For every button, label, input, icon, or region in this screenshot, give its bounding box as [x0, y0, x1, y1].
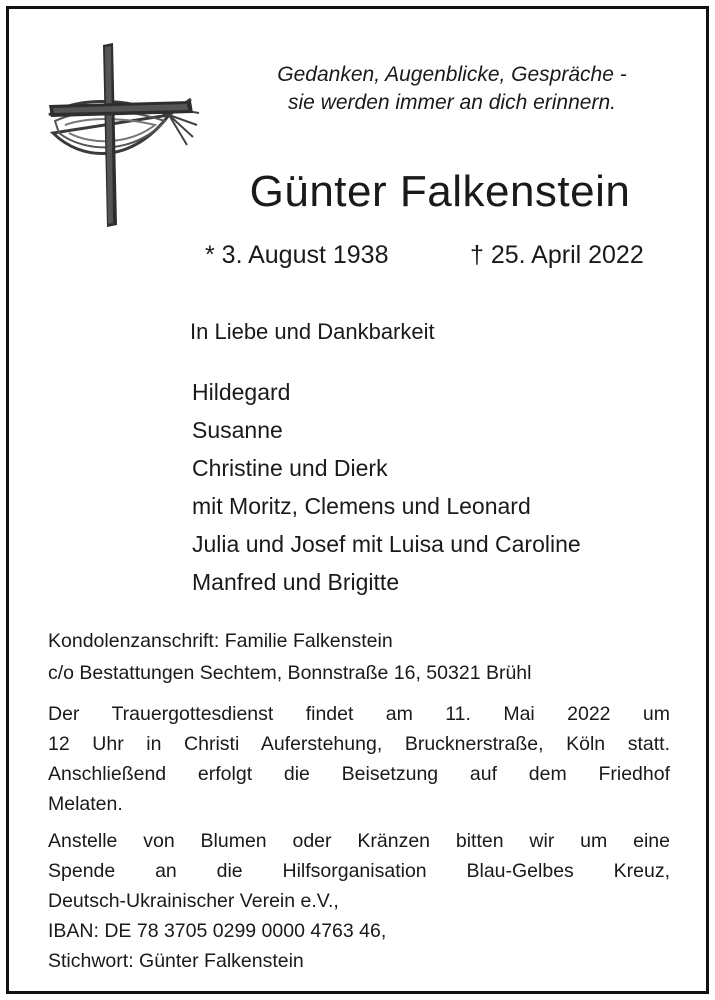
condolence-line: c/o Bestattungen Sechtem, Bonnstraße 16, 50321 Brühl — [48, 662, 532, 684]
birth-date: * 3. August 1938 — [205, 241, 389, 269]
service-line: Anschließend erfolgt die Beisetzung auf dem Friedhof — [48, 763, 670, 785]
family-list — [192, 373, 581, 601]
obituary-notice — [6, 6, 709, 994]
cross-with-fish-icon — [41, 37, 201, 227]
donation-line: Anstelle von Blumen oder Kränzen bitten wir um eine — [48, 830, 670, 852]
family-member: Manfred und Brigitte — [192, 569, 400, 595]
thanks-line: In Liebe und Dankbarkeit — [190, 319, 435, 344]
quote — [227, 61, 677, 117]
donation-line: Spende an die Hilfsorganisation Blau-Gelbes Kreuz, — [48, 860, 670, 882]
iban-line: IBAN: DE 78 3705 0299 0000 4763 46, — [48, 920, 387, 942]
deceased-name: Günter Falkenstein — [249, 167, 631, 216]
family-member: Susanne — [192, 417, 283, 443]
quote-line: Gedanken, Augenblicke, Gespräche - — [277, 63, 627, 86]
service-line: Melaten. — [48, 793, 123, 815]
death-date: † 25. April 2022 — [470, 241, 644, 269]
service-line: 12 Uhr in Christi Auferstehung, Brucknerstraße, Köln statt. — [48, 733, 670, 755]
condolence-address — [48, 625, 531, 689]
family-member: Hildegard — [192, 379, 291, 405]
service-paragraph — [48, 699, 670, 819]
family-member: Christine und Dierk — [192, 455, 388, 481]
service-line: Der Trauergottesdienst findet am 11. Mai 2022 um — [48, 703, 670, 725]
condolence-line: Kondolenzanschrift: Familie Falkenstein — [48, 630, 393, 652]
family-member: Julia und Josef mit Luisa und Caroline — [192, 531, 581, 557]
donation-paragraph — [48, 826, 670, 976]
donation-line: Deutsch-Ukrainischer Verein e.V., — [48, 890, 339, 912]
family-member: mit Moritz, Clemens und Leonard — [192, 493, 531, 519]
keyword-line: Stichwort: Günter Falkenstein — [48, 950, 304, 972]
quote-line: sie werden immer an dich erinnern. — [288, 91, 616, 114]
